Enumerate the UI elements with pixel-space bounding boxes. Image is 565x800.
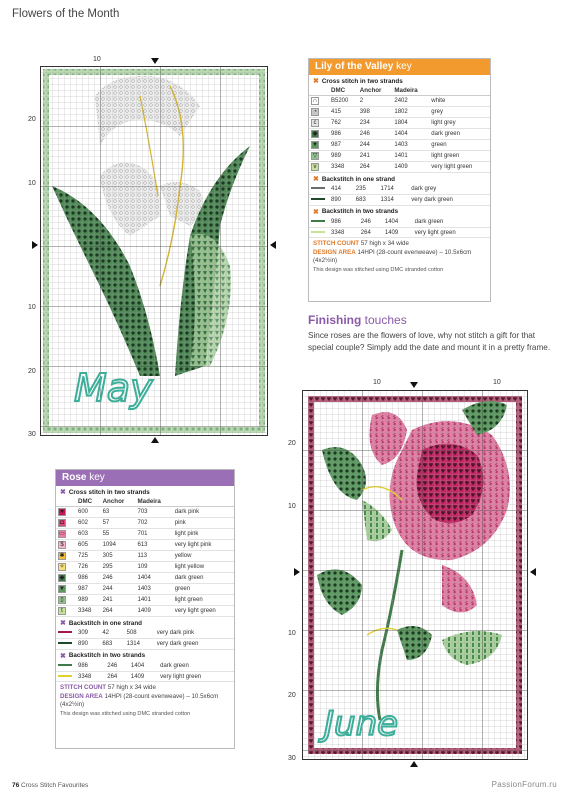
lily-back1-table: [309, 184, 490, 206]
madeira-code: 1404: [383, 217, 413, 228]
madeira-code: 702: [135, 518, 172, 529]
lily-chart-svg: [40, 66, 268, 436]
cross-icon: ✖: [313, 208, 319, 216]
color-name: very light green: [173, 606, 234, 617]
rose-chart-word: June: [324, 704, 399, 744]
backstitch-line-icon: [58, 631, 72, 633]
rose-axis-top-2: 10: [493, 379, 501, 386]
symbol-swatch-icon: [56, 573, 76, 584]
lily-key-footer: [309, 238, 490, 277]
key-row: [56, 671, 234, 682]
symbol-swatch-icon: [309, 129, 329, 140]
rose-stitch-count-label: STITCH COUNT: [60, 684, 107, 692]
anchor-code: 42: [100, 628, 124, 639]
anchor-code: 246: [105, 661, 129, 672]
symbol-swatch-icon: [56, 518, 76, 529]
backstitch-line-cell: [309, 184, 329, 195]
rose-back1-heading-text: Backstitch in one strand: [68, 619, 143, 627]
anchor-code: 246: [359, 217, 383, 228]
anchor-code: 2: [358, 96, 393, 107]
color-name: light yellow: [173, 562, 234, 573]
anchor-code: 1094: [101, 540, 136, 551]
madeira-code: 1314: [125, 639, 155, 650]
anchor-code: 244: [358, 140, 393, 151]
key-row: [309, 96, 490, 107]
color-name: very light green: [429, 162, 490, 173]
color-name: dark grey: [409, 184, 490, 195]
anchor-code: 683: [354, 195, 379, 206]
lily-key-box: [308, 58, 491, 302]
color-name: light green: [429, 151, 490, 162]
symbol-swatch-icon: [309, 107, 329, 118]
rose-axis-left-3: 10: [288, 630, 296, 637]
madeira-code: 1314: [379, 195, 410, 206]
madeira-code: 1403: [392, 140, 429, 151]
madeira-code: 703: [135, 507, 172, 518]
rose-center-marker-left: [294, 568, 300, 576]
anchor-code: 398: [358, 107, 393, 118]
key-row: [56, 540, 234, 551]
rose-back2-heading-text: Backstitch in two strands: [68, 652, 146, 660]
symbol-swatch-icon: [56, 606, 76, 617]
key-row: [309, 140, 490, 151]
lily-axis-left-3: 10: [28, 304, 36, 311]
lily-axis-left-5: 30: [28, 431, 36, 438]
lily-back2-table: [309, 217, 490, 239]
lily-center-marker-top: [151, 58, 159, 64]
color-swatch-icon: ∩: [312, 98, 318, 104]
lily-stitch-count: 57 high x 34 wide: [359, 240, 409, 248]
symbol-swatch-icon: [309, 118, 329, 129]
finishing-title-light: touches: [361, 313, 407, 327]
color-name: dark green: [429, 129, 490, 140]
symbol-swatch-icon: [309, 151, 329, 162]
rose-chart-svg: [302, 390, 528, 760]
color-swatch-icon: ◆: [312, 131, 318, 137]
key-row: [309, 107, 490, 118]
rose-axis-left-1: 20: [288, 440, 296, 447]
anchor-code: 264: [359, 227, 383, 238]
symbol-swatch-icon: [56, 551, 76, 562]
rose-key-title: [56, 470, 234, 486]
dmc-code: 725: [76, 551, 101, 562]
rose-axis-left-4: 20: [288, 692, 296, 699]
lily-axis-left-2: 10: [28, 180, 36, 187]
color-name: dark green: [173, 573, 234, 584]
color-name: very light green: [158, 671, 234, 682]
rose-cross-table: [56, 497, 234, 617]
color-name: green: [173, 584, 234, 595]
dmc-code: 986: [329, 129, 358, 140]
backstitch-line-icon: [311, 231, 325, 233]
rose-col-anchor: Anchor: [101, 497, 136, 507]
anchor-code: 57: [101, 518, 136, 529]
color-swatch-icon: ▼: [312, 142, 318, 148]
rose-design-area-label: DESIGN AREA: [60, 692, 103, 700]
rose-center-marker-bottom: [410, 761, 418, 767]
key-row: [56, 628, 234, 639]
symbol-swatch-icon: [56, 507, 76, 518]
key-row: [309, 195, 490, 206]
rose-back1-table: [56, 628, 234, 650]
dmc-code: 989: [329, 151, 358, 162]
anchor-code: 683: [100, 639, 124, 650]
cross-icon: ✖: [60, 489, 66, 496]
lily-back1-heading: [309, 173, 490, 184]
finishing-title-bold: Finishing: [308, 313, 362, 327]
lily-design-area-label: DESIGN AREA: [313, 248, 356, 256]
color-swatch-icon: ♥: [58, 508, 66, 516]
madeira-code: 701: [135, 529, 172, 540]
key-row: [56, 518, 234, 529]
backstitch-line-icon: [311, 198, 325, 200]
lily-back2-heading: [309, 206, 490, 217]
watermark: PassionForum.ru: [491, 780, 557, 789]
lily-cross-table: [309, 86, 490, 173]
symbol-swatch-icon: [56, 595, 76, 606]
anchor-code: 305: [101, 551, 136, 562]
backstitch-line-cell: [56, 628, 76, 639]
color-name: white: [429, 96, 490, 107]
dmc-code: 986: [76, 661, 105, 672]
dmc-code: 605: [76, 540, 101, 551]
rose-chart: [302, 390, 528, 760]
key-row: [309, 217, 490, 228]
dmc-code: 890: [329, 195, 354, 206]
key-row: [309, 151, 490, 162]
backstitch-line-cell: [56, 671, 76, 682]
rose-axis-left-2: 10: [288, 503, 296, 510]
color-swatch-icon: ▭: [59, 531, 65, 537]
anchor-code: 63: [101, 507, 136, 518]
anchor-code: 235: [354, 184, 379, 195]
color-swatch-icon: ◘: [58, 519, 66, 527]
color-name: pink: [173, 518, 234, 529]
dmc-code: 762: [329, 118, 358, 129]
key-row: [56, 573, 234, 584]
color-name: very dark green: [409, 195, 490, 206]
key-row: [309, 227, 490, 238]
madeira-code: 2402: [392, 96, 429, 107]
lily-axis-left-4: 20: [28, 368, 36, 375]
color-name: light green: [173, 595, 234, 606]
color-name: yellow: [173, 551, 234, 562]
madeira-code: 1401: [392, 151, 429, 162]
lily-key-title-bold: Lily of the Valley: [315, 61, 394, 72]
anchor-code: 241: [101, 595, 136, 606]
color-swatch-icon: v: [311, 163, 319, 171]
finishing-title: [308, 313, 407, 327]
color-swatch-icon: t: [58, 607, 66, 615]
rose-col-madeira: Madeira: [135, 497, 172, 507]
rose-cross-heading-text: Cross stitch in two strands: [68, 488, 150, 496]
anchor-code: 244: [101, 584, 136, 595]
symbol-swatch-icon: [56, 529, 76, 540]
dmc-code: 989: [76, 595, 101, 606]
rose-center-marker-top: [410, 382, 418, 388]
color-name: dark pink: [173, 507, 234, 518]
anchor-code: 234: [358, 118, 393, 129]
finishing-body: Since roses are the flowers of love, why not stitch a gift for that special couple? Simply add the date and mount it in a pretty frame.: [308, 331, 551, 352]
color-swatch-icon: ▯: [58, 596, 66, 604]
rose-stitch-count: 57 high x 34 wide: [106, 684, 156, 692]
symbol-swatch-icon: [56, 584, 76, 595]
key-row: [56, 584, 234, 595]
madeira-code: 1802: [392, 107, 429, 118]
madeira-code: 1404: [392, 129, 429, 140]
lily-col-anchor: Anchor: [358, 86, 393, 96]
madeira-code: 1409: [135, 606, 172, 617]
symbol-swatch-icon: [309, 96, 329, 107]
rose-axis-left-5: 30: [288, 755, 296, 762]
color-name: green: [429, 140, 490, 151]
color-swatch-icon: ✧: [59, 564, 65, 570]
anchor-code: 246: [101, 573, 136, 584]
lily-note: This design was stitched using DMC stranded cotton: [313, 267, 444, 274]
dmc-code: 603: [76, 529, 101, 540]
lily-stitch-count-label: STITCH COUNT: [313, 240, 360, 248]
anchor-code: 264: [101, 606, 136, 617]
dmc-code: 415: [329, 107, 358, 118]
color-name: very dark pink: [155, 628, 234, 639]
cross-icon: ✖: [313, 78, 319, 85]
lily-cross-heading: [309, 75, 490, 86]
lily-back2-heading-text: Backstitch in two strands: [321, 208, 399, 216]
symbol-swatch-icon: [309, 140, 329, 151]
key-row: [56, 595, 234, 606]
rose-axis-top-1: 10: [373, 379, 381, 386]
color-name: dark green: [413, 217, 490, 228]
rose-key-title-light: key: [86, 472, 105, 483]
lily-chart-word: May: [74, 366, 153, 410]
madeira-code: 109: [135, 562, 172, 573]
madeira-code: 1409: [392, 162, 429, 173]
key-row: [56, 661, 234, 672]
rose-key-footer: [56, 682, 234, 721]
key-row: [56, 639, 234, 650]
key-row: [56, 562, 234, 573]
madeira-code: 1404: [129, 661, 158, 672]
dmc-code: 600: [76, 507, 101, 518]
backstitch-line-cell: [56, 661, 76, 672]
key-row: [309, 162, 490, 173]
dmc-code: 3348: [76, 606, 101, 617]
rose-cross-heading: [56, 486, 234, 497]
lily-col-madeira: Madeira: [392, 86, 429, 96]
cross-icon: ✖: [60, 652, 66, 660]
key-row: [56, 551, 234, 562]
lily-axis-top: 10: [93, 56, 101, 63]
dmc-code: 987: [76, 584, 101, 595]
key-row: [309, 129, 490, 140]
color-swatch-icon: ◆: [59, 575, 65, 581]
backstitch-line-cell: [309, 227, 329, 238]
dmc-code: B5200: [329, 96, 358, 107]
rose-back2-table: [56, 661, 234, 683]
color-swatch-icon: c: [311, 119, 319, 127]
symbol-swatch-icon: [56, 540, 76, 551]
rose-key-box: [55, 469, 235, 749]
madeira-code: 113: [135, 551, 172, 562]
lily-center-marker-left: [32, 241, 38, 249]
anchor-code: 264: [358, 162, 393, 173]
dmc-code: 986: [329, 217, 359, 228]
backstitch-line-icon: [311, 187, 325, 189]
color-swatch-icon: $: [58, 541, 66, 549]
dmc-code: 602: [76, 518, 101, 529]
dmc-code: 726: [76, 562, 101, 573]
page-footer: [12, 782, 88, 789]
section-title: Flowers of the Month: [12, 8, 120, 20]
dmc-code: 3348: [329, 162, 358, 173]
dmc-code: 987: [329, 140, 358, 151]
color-name: very light green: [413, 227, 490, 238]
madeira-code: 1409: [383, 227, 413, 238]
color-name: grey: [429, 107, 490, 118]
color-name: light pink: [173, 529, 234, 540]
magazine-name: Cross Stitch Favourites: [21, 782, 89, 789]
lily-key-title-light: key: [393, 61, 412, 72]
dmc-code: 309: [76, 628, 100, 639]
rose-note: This design was stitched using DMC stranded cotton: [60, 711, 191, 718]
rose-key-title-bold: Rose: [62, 472, 87, 483]
backstitch-line-icon: [58, 642, 72, 644]
color-name: dark green: [158, 661, 234, 672]
lily-cross-heading-text: Cross stitch in two strands: [321, 77, 403, 85]
backstitch-line-icon: [58, 675, 72, 677]
lily-key-title: [309, 59, 490, 75]
dmc-code: 890: [76, 639, 100, 650]
dmc-code: 3348: [76, 671, 105, 682]
dmc-code: 986: [76, 573, 101, 584]
lily-center-marker-bottom: [151, 437, 159, 443]
color-name: light grey: [429, 118, 490, 129]
madeira-code: 508: [125, 628, 155, 639]
rose-col-dmc: DMC: [76, 497, 101, 507]
color-swatch-icon: ✱: [59, 553, 65, 559]
lily-axis-left-1: 20: [28, 116, 36, 123]
lily-design-area: 14HPI (28-count evenweave) – 10.5x6cm (4x2½in): [313, 248, 472, 265]
symbol-swatch-icon: [309, 162, 329, 173]
color-swatch-icon: ▼: [59, 586, 65, 592]
lily-col-dmc: DMC: [329, 86, 358, 96]
symbol-swatch-icon: [56, 562, 76, 573]
madeira-code: 1404: [135, 573, 172, 584]
anchor-code: 246: [358, 129, 393, 140]
anchor-code: 295: [101, 562, 136, 573]
color-name: very light pink: [173, 540, 234, 551]
backstitch-line-icon: [311, 220, 325, 222]
lily-chart: [40, 66, 268, 436]
anchor-code: 241: [358, 151, 393, 162]
rose-back2-heading: [56, 650, 234, 661]
madeira-code: 1804: [392, 118, 429, 129]
lily-center-marker-right: [270, 241, 276, 249]
cross-icon: ✖: [60, 620, 66, 627]
madeira-code: 1714: [379, 184, 410, 195]
lily-back1-heading-text: Backstitch in one strand: [321, 175, 396, 183]
color-name: very dark green: [155, 639, 234, 650]
key-row: [56, 606, 234, 617]
madeira-code: 613: [135, 540, 172, 551]
page-number: 76: [12, 782, 20, 789]
key-row: [56, 507, 234, 518]
madeira-code: 1403: [135, 584, 172, 595]
key-row: [309, 184, 490, 195]
cross-icon: ✖: [313, 176, 319, 183]
dmc-code: 3348: [329, 227, 359, 238]
color-swatch-icon: ◔: [311, 108, 319, 116]
key-row: [56, 529, 234, 540]
madeira-code: 1409: [129, 671, 158, 682]
backstitch-line-cell: [309, 217, 329, 228]
dmc-code: 414: [329, 184, 354, 195]
rose-center-marker-right: [530, 568, 536, 576]
backstitch-line-cell: [309, 195, 329, 206]
madeira-code: 1401: [135, 595, 172, 606]
rose-design-area: 14HPI (28-count evenweave) – 10.5x6cm (4x2½in): [60, 692, 219, 709]
rose-back1-heading: [56, 617, 234, 628]
anchor-code: 264: [105, 671, 129, 682]
backstitch-line-icon: [58, 664, 72, 666]
anchor-code: 55: [101, 529, 136, 540]
backstitch-line-cell: [56, 639, 76, 650]
color-swatch-icon: ▽: [312, 153, 318, 159]
key-row: [309, 118, 490, 129]
